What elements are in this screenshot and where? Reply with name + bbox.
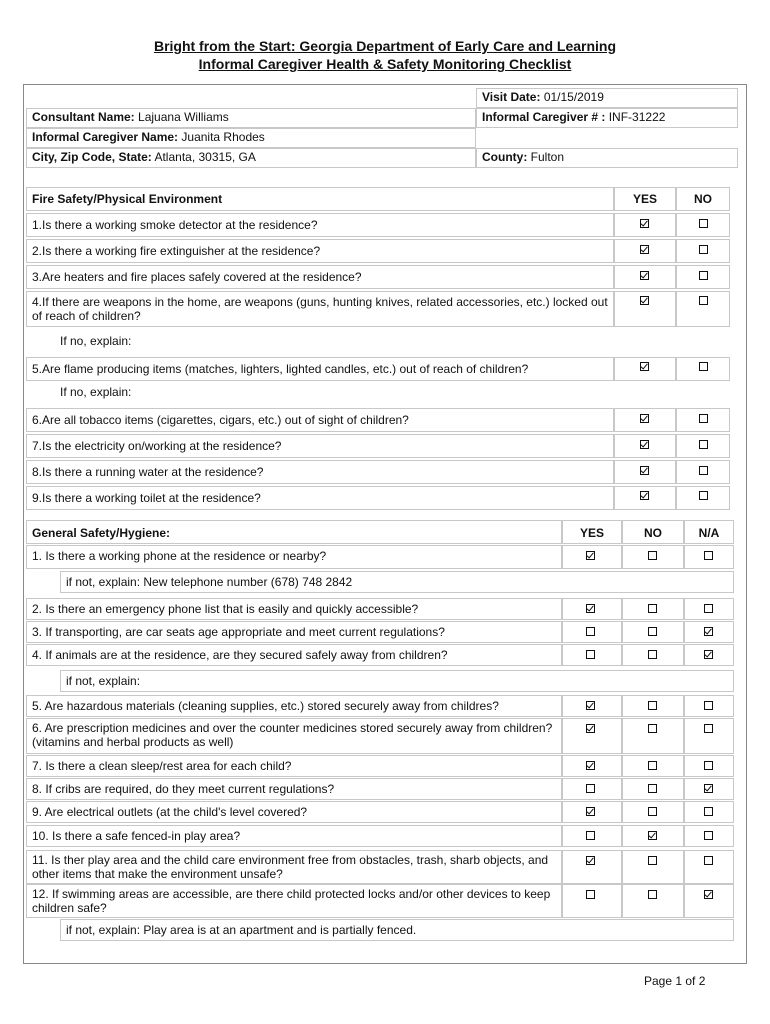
general-question-6: 6. Are prescription medicines and over the counter medicines stored securely away from children? (vitamins and herbal products as well) — [26, 718, 562, 754]
general-question-12: 12. If swimming areas are accessible, are there child protected locks and/or other devices to keep children safe? — [26, 884, 562, 918]
visit-date-value: 01/15/2019 — [543, 90, 604, 104]
general-11-no-checkbox[interactable] — [648, 856, 657, 865]
fire-3-yes-checkbox[interactable] — [640, 271, 649, 280]
fire-question-9: 9.Is there a working toilet at the residence? — [26, 486, 614, 510]
fire-8-no-checkbox[interactable] — [699, 466, 708, 475]
general-3-yes-checkbox[interactable] — [586, 627, 595, 636]
fire-question-7: 7.Is the electricity on/working at the residence? — [26, 434, 614, 458]
general-9-na-checkbox[interactable] — [704, 807, 713, 816]
fire-4-no-checkbox[interactable] — [699, 296, 708, 305]
fire-8-yes-checkbox[interactable] — [640, 466, 649, 475]
fire-no-header: NO — [676, 187, 730, 211]
document-title: Bright from the Start: Georgia Department of Early Care and Learning — [153, 38, 617, 54]
general-explain-4[interactable]: if not, explain: — [60, 670, 734, 692]
fire-5-yes-checkbox[interactable] — [640, 362, 649, 371]
general-7-na-checkbox[interactable] — [704, 761, 713, 770]
general-na-header: N/A — [684, 520, 734, 544]
fire-2-no-checkbox[interactable] — [699, 245, 708, 254]
general-5-na-checkbox[interactable] — [704, 701, 713, 710]
fire-explain-4[interactable]: If no, explain: — [60, 334, 132, 348]
general-10-yes-checkbox[interactable] — [586, 831, 595, 840]
general-question-11: 11. Is ther play area and the child care environment free from obstacles, trash, sharb objects, and other items that make the environment unsafe? — [26, 850, 562, 884]
general-6-no-checkbox[interactable] — [648, 724, 657, 733]
fire-question-3: 3.Are heaters and fire places safely covered at the residence? — [26, 265, 614, 289]
general-4-na-checkbox[interactable] — [704, 650, 713, 659]
fire-7-no-checkbox[interactable] — [699, 440, 708, 449]
general-11-yes-checkbox[interactable] — [586, 856, 595, 865]
fire-7-yes-checkbox[interactable] — [640, 440, 649, 449]
general-1-yes-checkbox[interactable] — [586, 551, 595, 560]
fire-5-no-checkbox[interactable] — [699, 362, 708, 371]
fire-question-4: 4.If there are weapons in the home, are weapons (guns, hunting knives, related accessories, etc.) locked out of reach of children? — [26, 291, 614, 327]
fire-question-5: 5.Are flame producing items (matches, lighters, lighted candles, etc.) out of reach of children? — [26, 357, 614, 381]
general-2-yes-checkbox[interactable] — [586, 604, 595, 613]
document-subtitle: Informal Caregiver Health & Safety Monitoring Checklist — [198, 56, 572, 72]
fire-3-no-checkbox[interactable] — [699, 271, 708, 280]
general-6-na-checkbox[interactable] — [704, 724, 713, 733]
consultant-name-value: Lajuana Williams — [138, 110, 229, 124]
general-12-na-checkbox[interactable] — [704, 890, 713, 899]
general-question-4: 4. If animals are at the residence, are they secured safely away from children? — [26, 644, 562, 666]
general-12-no-checkbox[interactable] — [648, 890, 657, 899]
general-question-7: 7. Is there a clean sleep/rest area for each child? — [26, 755, 562, 777]
city-zip-state-field[interactable]: City, Zip Code, State: Atlanta, 30315, GA — [26, 148, 476, 168]
fire-question-2: 2.Is there a working fire extinguisher at the residence? — [26, 239, 614, 263]
general-question-8: 8. If cribs are required, do they meet current regulations? — [26, 778, 562, 800]
general-8-na-checkbox[interactable] — [704, 784, 713, 793]
general-explain-1[interactable]: if not, explain: New telephone number (678) 748 2842 — [60, 571, 734, 593]
general-2-na-checkbox[interactable] — [704, 604, 713, 613]
city-zip-state-value: Atlanta, 30315, GA — [154, 150, 256, 164]
fire-1-yes-checkbox[interactable] — [640, 219, 649, 228]
fire-explain-5[interactable]: If no, explain: — [60, 385, 132, 399]
general-10-na-checkbox[interactable] — [704, 831, 713, 840]
fire-9-no-checkbox[interactable] — [699, 491, 708, 500]
fire-6-no-checkbox[interactable] — [699, 414, 708, 423]
county-field[interactable]: County: Fulton — [476, 148, 738, 168]
fire-4-yes-checkbox[interactable] — [640, 296, 649, 305]
fire-9-yes-checkbox[interactable] — [640, 491, 649, 500]
caregiver-number-value: INF-31222 — [608, 110, 666, 124]
general-yes-header: YES — [562, 520, 622, 544]
general-section-title: General Safety/Hygiene: — [26, 520, 562, 544]
general-1-na-checkbox[interactable] — [704, 551, 713, 560]
general-3-na-checkbox[interactable] — [704, 627, 713, 636]
fire-section-title: Fire Safety/Physical Environment — [26, 187, 614, 211]
general-question-3: 3. If transporting, are car seats age appropriate and meet current regulations? — [26, 621, 562, 643]
general-no-header: NO — [622, 520, 684, 544]
general-question-1: 1. Is there a working phone at the residence or nearby? — [26, 545, 562, 569]
fire-question-1: 1.Is there a working smoke detector at the residence? — [26, 213, 614, 237]
general-6-yes-checkbox[interactable] — [586, 724, 595, 733]
general-question-5: 5. Are hazardous materials (cleaning supplies, etc.) stored securely away from childres? — [26, 695, 562, 717]
general-10-no-checkbox[interactable] — [648, 831, 657, 840]
fire-yes-header: YES — [614, 187, 676, 211]
consultant-name-field[interactable]: Consultant Name: Lajuana Williams — [26, 108, 476, 128]
fire-2-yes-checkbox[interactable] — [640, 245, 649, 254]
general-question-2: 2. Is there an emergency phone list that is easily and quickly accessible? — [26, 598, 562, 620]
county-value: Fulton — [530, 150, 565, 164]
general-explain-12[interactable]: if not, explain: Play area is at an apartment and is partially fenced. — [60, 919, 734, 941]
caregiver-name-value: Juanita Rhodes — [181, 130, 265, 144]
general-7-yes-checkbox[interactable] — [586, 761, 595, 770]
general-5-no-checkbox[interactable] — [648, 701, 657, 710]
general-2-no-checkbox[interactable] — [648, 604, 657, 613]
general-8-yes-checkbox[interactable] — [586, 784, 595, 793]
general-7-no-checkbox[interactable] — [648, 761, 657, 770]
general-9-no-checkbox[interactable] — [648, 807, 657, 816]
visit-date-field[interactable]: Visit Date: 01/15/2019 — [476, 88, 738, 108]
general-4-no-checkbox[interactable] — [648, 650, 657, 659]
general-1-no-checkbox[interactable] — [648, 551, 657, 560]
general-12-yes-checkbox[interactable] — [586, 890, 595, 899]
general-question-10: 10. Is there a safe fenced-in play area? — [26, 825, 562, 847]
caregiver-number-field[interactable]: Informal Caregiver # : INF-31222 — [476, 108, 738, 128]
page-number: Page 1 of 2 — [644, 974, 706, 988]
fire-question-8: 8.Is there a running water at the residence? — [26, 460, 614, 484]
general-11-na-checkbox[interactable] — [704, 856, 713, 865]
fire-question-6: 6.Are all tobacco items (cigarettes, cigars, etc.) out of sight of children? — [26, 408, 614, 432]
general-8-no-checkbox[interactable] — [648, 784, 657, 793]
general-9-yes-checkbox[interactable] — [586, 807, 595, 816]
fire-6-yes-checkbox[interactable] — [640, 414, 649, 423]
general-3-no-checkbox[interactable] — [648, 627, 657, 636]
fire-1-no-checkbox[interactable] — [699, 219, 708, 228]
general-5-yes-checkbox[interactable] — [586, 701, 595, 710]
general-question-9: 9. Are electrical outlets (at the child's level covered? — [26, 801, 562, 823]
general-4-yes-checkbox[interactable] — [586, 650, 595, 659]
caregiver-name-field[interactable]: Informal Caregiver Name: Juanita Rhodes — [26, 128, 476, 148]
